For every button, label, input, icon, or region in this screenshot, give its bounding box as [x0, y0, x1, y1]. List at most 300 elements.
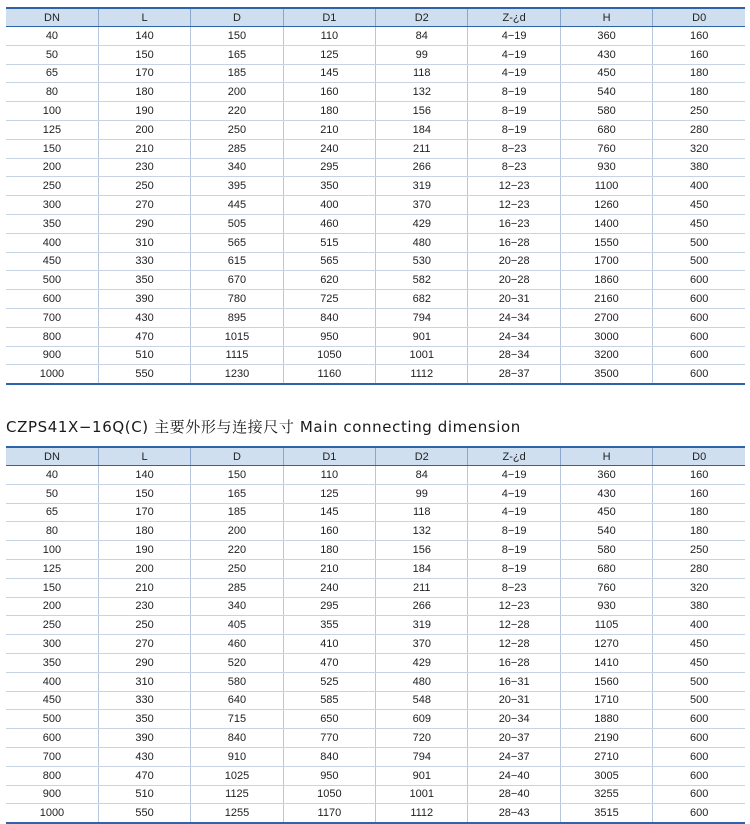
cell-dn: 100: [6, 102, 98, 121]
table-row: [6, 120, 745, 139]
cell-d0: 600: [653, 804, 745, 823]
cell-d0: 160: [653, 484, 745, 503]
column-header-dn: DN: [6, 8, 98, 27]
cell-l: 390: [98, 290, 190, 309]
table-row: [6, 804, 745, 823]
cell-d: 150: [191, 27, 283, 46]
table-row: [6, 365, 745, 384]
cell-l: 510: [98, 785, 190, 804]
cell-d2: 266: [376, 597, 468, 616]
cell-dn: 800: [6, 327, 98, 346]
cell-dn: 300: [6, 635, 98, 654]
cell-h: 1700: [560, 252, 652, 271]
cell-d0: 180: [653, 522, 745, 541]
cell-d0: 500: [653, 252, 745, 271]
cell-h: 580: [560, 102, 652, 121]
cell-d1: 1050: [283, 785, 375, 804]
cell-d0: 400: [653, 177, 745, 196]
cell-d0: 320: [653, 139, 745, 158]
cell-l: 350: [98, 710, 190, 729]
cell-h: 580: [560, 541, 652, 560]
cell-d1: 515: [283, 233, 375, 252]
cell-z-d: 12−28: [468, 616, 560, 635]
cell-z-d: 20−34: [468, 710, 560, 729]
cell-z-d: 8−19: [468, 102, 560, 121]
cell-d2: 794: [376, 747, 468, 766]
cell-dn: 200: [6, 158, 98, 177]
cell-h: 1105: [560, 616, 652, 635]
cell-z-d: 12−23: [468, 177, 560, 196]
cell-d0: 180: [653, 64, 745, 83]
cell-z-d: 16−28: [468, 233, 560, 252]
cell-z-d: 8−23: [468, 139, 560, 158]
cell-d: 200: [191, 522, 283, 541]
cell-d: 670: [191, 271, 283, 290]
cell-l: 430: [98, 747, 190, 766]
cell-h: 3200: [560, 346, 652, 365]
cell-d2: 132: [376, 522, 468, 541]
cell-d1: 145: [283, 64, 375, 83]
cell-h: 2190: [560, 729, 652, 748]
cell-z-d: 24−34: [468, 308, 560, 327]
cell-d1: 650: [283, 710, 375, 729]
cell-d: 165: [191, 45, 283, 64]
cell-z-d: 4−19: [468, 466, 560, 485]
cell-d1: 240: [283, 578, 375, 597]
cell-z-d: 28−37: [468, 365, 560, 384]
cell-l: 250: [98, 616, 190, 635]
cell-d1: 210: [283, 120, 375, 139]
cell-h: 1880: [560, 710, 652, 729]
column-header-h: H: [560, 8, 652, 27]
cell-d1: 110: [283, 466, 375, 485]
cell-dn: 450: [6, 691, 98, 710]
cell-z-d: 8−19: [468, 522, 560, 541]
cell-d0: 380: [653, 597, 745, 616]
cell-h: 3500: [560, 365, 652, 384]
cell-d: 1015: [191, 327, 283, 346]
cell-d1: 620: [283, 271, 375, 290]
cell-d0: 450: [653, 214, 745, 233]
cell-h: 680: [560, 559, 652, 578]
cell-d1: 400: [283, 196, 375, 215]
cell-dn: 65: [6, 64, 98, 83]
table-row: [6, 252, 745, 271]
cell-d2: 901: [376, 766, 468, 785]
cell-d1: 160: [283, 83, 375, 102]
table-row: [6, 653, 745, 672]
cell-l: 230: [98, 597, 190, 616]
cell-d: 150: [191, 466, 283, 485]
cell-d0: 600: [653, 785, 745, 804]
cell-d: 185: [191, 503, 283, 522]
cell-h: 1860: [560, 271, 652, 290]
table-row: [6, 541, 745, 560]
cell-h: 450: [560, 64, 652, 83]
cell-d2: 530: [376, 252, 468, 271]
cell-d0: 500: [653, 672, 745, 691]
cell-d0: 600: [653, 308, 745, 327]
cell-dn: 125: [6, 120, 98, 139]
table-row: [6, 158, 745, 177]
cell-z-d: 4−19: [468, 64, 560, 83]
cell-d: 340: [191, 597, 283, 616]
cell-z-d: 20−28: [468, 252, 560, 271]
table-row: [6, 327, 745, 346]
cell-l: 170: [98, 64, 190, 83]
cell-l: 190: [98, 541, 190, 560]
cell-d0: 600: [653, 766, 745, 785]
cell-d2: 118: [376, 503, 468, 522]
column-header-d1: D1: [283, 447, 375, 466]
cell-z-d: 20−31: [468, 290, 560, 309]
cell-d2: 211: [376, 139, 468, 158]
cell-l: 330: [98, 691, 190, 710]
column-header-d2: D2: [376, 8, 468, 27]
cell-h: 1270: [560, 635, 652, 654]
cell-h: 3000: [560, 327, 652, 346]
cell-d1: 180: [283, 541, 375, 560]
cell-d: 580: [191, 672, 283, 691]
table-row: [6, 466, 745, 485]
cell-d0: 600: [653, 710, 745, 729]
cell-l: 310: [98, 233, 190, 252]
cell-h: 2700: [560, 308, 652, 327]
column-header-d0: D0: [653, 8, 745, 27]
table-row: [6, 177, 745, 196]
dimension-table-1: [6, 7, 745, 385]
cell-d: 715: [191, 710, 283, 729]
cell-l: 550: [98, 804, 190, 823]
cell-d: 285: [191, 578, 283, 597]
cell-d0: 450: [653, 635, 745, 654]
cell-z-d: 16−31: [468, 672, 560, 691]
cell-d: 840: [191, 729, 283, 748]
cell-d: 1025: [191, 766, 283, 785]
cell-h: 930: [560, 597, 652, 616]
cell-d: 405: [191, 616, 283, 635]
cell-z-d: 8−19: [468, 83, 560, 102]
cell-d0: 500: [653, 691, 745, 710]
cell-d2: 370: [376, 196, 468, 215]
column-header-d1: D1: [283, 8, 375, 27]
column-header-d: D: [191, 8, 283, 27]
cell-d2: 156: [376, 102, 468, 121]
cell-d2: 1001: [376, 785, 468, 804]
cell-d: 395: [191, 177, 283, 196]
cell-d0: 400: [653, 616, 745, 635]
cell-z-d: 4−19: [468, 484, 560, 503]
cell-d2: 429: [376, 214, 468, 233]
table-row: [6, 139, 745, 158]
column-header-z-d: Z-¿d: [468, 8, 560, 27]
cell-dn: 150: [6, 139, 98, 158]
cell-h: 2710: [560, 747, 652, 766]
table-row: [6, 747, 745, 766]
table-row: [6, 597, 745, 616]
cell-dn: 80: [6, 522, 98, 541]
cell-d2: 720: [376, 729, 468, 748]
cell-l: 470: [98, 766, 190, 785]
cell-z-d: 28−43: [468, 804, 560, 823]
cell-dn: 450: [6, 252, 98, 271]
cell-z-d: 4−19: [468, 45, 560, 64]
cell-dn: 50: [6, 484, 98, 503]
cell-d1: 1170: [283, 804, 375, 823]
cell-d0: 160: [653, 27, 745, 46]
cell-dn: 100: [6, 541, 98, 560]
cell-d1: 1160: [283, 365, 375, 384]
cell-l: 270: [98, 635, 190, 654]
cell-d2: 211: [376, 578, 468, 597]
cell-l: 430: [98, 308, 190, 327]
cell-h: 1550: [560, 233, 652, 252]
cell-d: 1255: [191, 804, 283, 823]
cell-d2: 266: [376, 158, 468, 177]
column-header-h: H: [560, 447, 652, 466]
cell-z-d: 28−34: [468, 346, 560, 365]
cell-z-d: 8−23: [468, 578, 560, 597]
cell-d1: 295: [283, 158, 375, 177]
cell-h: 3515: [560, 804, 652, 823]
cell-d2: 118: [376, 64, 468, 83]
cell-l: 180: [98, 83, 190, 102]
cell-d0: 600: [653, 346, 745, 365]
cell-d1: 950: [283, 766, 375, 785]
cell-z-d: 16−28: [468, 653, 560, 672]
table-row: [6, 616, 745, 635]
cell-d2: 480: [376, 233, 468, 252]
cell-d0: 600: [653, 271, 745, 290]
cell-h: 430: [560, 45, 652, 64]
cell-d0: 180: [653, 503, 745, 522]
cell-z-d: 8−19: [468, 541, 560, 560]
cell-dn: 600: [6, 729, 98, 748]
cell-d1: 125: [283, 484, 375, 503]
cell-d1: 460: [283, 214, 375, 233]
cell-d2: 99: [376, 45, 468, 64]
cell-h: 1400: [560, 214, 652, 233]
cell-dn: 40: [6, 27, 98, 46]
cell-d1: 565: [283, 252, 375, 271]
column-header-z-d: Z-¿d: [468, 447, 560, 466]
cell-d: 910: [191, 747, 283, 766]
table-row: [6, 785, 745, 804]
cell-d1: 770: [283, 729, 375, 748]
cell-d2: 429: [376, 653, 468, 672]
table-row: [6, 271, 745, 290]
cell-d: 460: [191, 635, 283, 654]
table-row: [6, 308, 745, 327]
cell-d2: 156: [376, 541, 468, 560]
cell-d0: 600: [653, 729, 745, 748]
cell-l: 150: [98, 45, 190, 64]
cell-h: 540: [560, 83, 652, 102]
table-row: [6, 672, 745, 691]
cell-d0: 600: [653, 290, 745, 309]
column-header-d2: D2: [376, 447, 468, 466]
table-row: [6, 102, 745, 121]
cell-d0: 180: [653, 83, 745, 102]
cell-z-d: 20−28: [468, 271, 560, 290]
cell-z-d: 20−31: [468, 691, 560, 710]
cell-d: 220: [191, 541, 283, 560]
cell-dn: 350: [6, 214, 98, 233]
table-row: [6, 233, 745, 252]
cell-d2: 319: [376, 616, 468, 635]
cell-d: 615: [191, 252, 283, 271]
table-row: [6, 710, 745, 729]
cell-d2: 84: [376, 466, 468, 485]
section-title: CZPS41X−16Q(C) 主要外形与连接尺寸 Main connecting dimension: [6, 418, 521, 436]
cell-h: 760: [560, 139, 652, 158]
table-row: [6, 503, 745, 522]
column-header-d0: D0: [653, 447, 745, 466]
cell-d: 780: [191, 290, 283, 309]
cell-d0: 450: [653, 653, 745, 672]
cell-d: 895: [191, 308, 283, 327]
cell-d2: 901: [376, 327, 468, 346]
cell-dn: 700: [6, 747, 98, 766]
cell-d0: 160: [653, 466, 745, 485]
column-header-l: L: [98, 8, 190, 27]
column-header-d: D: [191, 447, 283, 466]
cell-dn: 200: [6, 597, 98, 616]
cell-dn: 400: [6, 672, 98, 691]
cell-l: 310: [98, 672, 190, 691]
cell-dn: 250: [6, 616, 98, 635]
cell-d: 565: [191, 233, 283, 252]
cell-h: 360: [560, 27, 652, 46]
cell-d2: 370: [376, 635, 468, 654]
cell-z-d: 12−23: [468, 196, 560, 215]
cell-d1: 210: [283, 559, 375, 578]
cell-z-d: 24−34: [468, 327, 560, 346]
cell-d: 220: [191, 102, 283, 121]
cell-dn: 350: [6, 653, 98, 672]
cell-d1: 840: [283, 308, 375, 327]
cell-d1: 840: [283, 747, 375, 766]
cell-z-d: 28−40: [468, 785, 560, 804]
cell-d0: 280: [653, 120, 745, 139]
cell-d2: 794: [376, 308, 468, 327]
cell-d1: 295: [283, 597, 375, 616]
cell-d1: 180: [283, 102, 375, 121]
cell-d: 1230: [191, 365, 283, 384]
cell-dn: 80: [6, 83, 98, 102]
cell-d2: 184: [376, 120, 468, 139]
cell-dn: 400: [6, 233, 98, 252]
cell-z-d: 4−19: [468, 503, 560, 522]
cell-d0: 160: [653, 45, 745, 64]
cell-dn: 250: [6, 177, 98, 196]
cell-d: 505: [191, 214, 283, 233]
cell-d1: 125: [283, 45, 375, 64]
cell-z-d: 12−28: [468, 635, 560, 654]
cell-d2: 1112: [376, 804, 468, 823]
cell-d: 200: [191, 83, 283, 102]
cell-h: 1410: [560, 653, 652, 672]
cell-d2: 480: [376, 672, 468, 691]
table-row: [6, 484, 745, 503]
cell-z-d: 24−37: [468, 747, 560, 766]
cell-h: 680: [560, 120, 652, 139]
cell-h: 430: [560, 484, 652, 503]
table-row: [6, 635, 745, 654]
table-row: [6, 729, 745, 748]
cell-d1: 585: [283, 691, 375, 710]
cell-dn: 600: [6, 290, 98, 309]
table-row: [6, 27, 745, 46]
table-row: [6, 83, 745, 102]
cell-l: 200: [98, 120, 190, 139]
cell-d0: 600: [653, 365, 745, 384]
cell-d: 250: [191, 559, 283, 578]
dimension-table-2: [6, 446, 745, 824]
cell-d: 1115: [191, 346, 283, 365]
cell-l: 550: [98, 365, 190, 384]
table-row: [6, 45, 745, 64]
cell-dn: 900: [6, 785, 98, 804]
cell-h: 1260: [560, 196, 652, 215]
cell-l: 180: [98, 522, 190, 541]
cell-l: 170: [98, 503, 190, 522]
cell-d0: 320: [653, 578, 745, 597]
cell-d2: 1001: [376, 346, 468, 365]
table-row: [6, 290, 745, 309]
cell-h: 1560: [560, 672, 652, 691]
cell-h: 540: [560, 522, 652, 541]
cell-l: 270: [98, 196, 190, 215]
cell-d1: 525: [283, 672, 375, 691]
cell-d: 165: [191, 484, 283, 503]
cell-dn: 500: [6, 271, 98, 290]
cell-z-d: 8−19: [468, 559, 560, 578]
cell-d: 1125: [191, 785, 283, 804]
cell-d: 250: [191, 120, 283, 139]
cell-dn: 150: [6, 578, 98, 597]
table-row: [6, 766, 745, 785]
cell-l: 150: [98, 484, 190, 503]
cell-d1: 1050: [283, 346, 375, 365]
cell-d1: 355: [283, 616, 375, 635]
cell-dn: 125: [6, 559, 98, 578]
cell-h: 360: [560, 466, 652, 485]
table-row: [6, 691, 745, 710]
cell-h: 2160: [560, 290, 652, 309]
cell-dn: 50: [6, 45, 98, 64]
cell-dn: 700: [6, 308, 98, 327]
cell-z-d: 16−23: [468, 214, 560, 233]
cell-d0: 500: [653, 233, 745, 252]
table-header-row: [6, 447, 745, 466]
cell-dn: 40: [6, 466, 98, 485]
cell-dn: 1000: [6, 365, 98, 384]
table-row: [6, 578, 745, 597]
cell-h: 1710: [560, 691, 652, 710]
cell-l: 390: [98, 729, 190, 748]
cell-l: 250: [98, 177, 190, 196]
cell-l: 210: [98, 578, 190, 597]
cell-d2: 548: [376, 691, 468, 710]
cell-l: 200: [98, 559, 190, 578]
cell-d2: 609: [376, 710, 468, 729]
cell-dn: 800: [6, 766, 98, 785]
cell-d1: 145: [283, 503, 375, 522]
cell-z-d: 8−23: [468, 158, 560, 177]
cell-d1: 470: [283, 653, 375, 672]
cell-l: 140: [98, 466, 190, 485]
